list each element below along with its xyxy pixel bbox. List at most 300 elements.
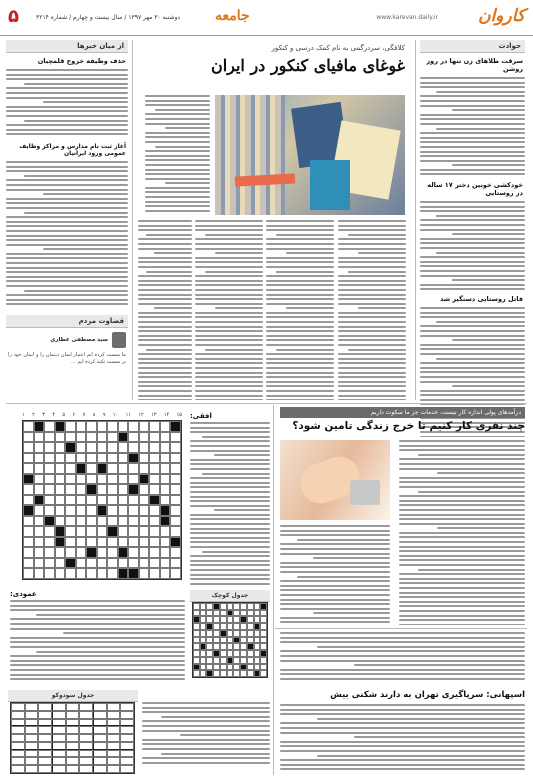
grid-cell[interactable] bbox=[86, 537, 97, 548]
grid-cell[interactable] bbox=[227, 610, 234, 617]
grid-cell[interactable] bbox=[65, 516, 76, 527]
sudoku-cell[interactable] bbox=[93, 734, 107, 742]
grid-cell[interactable] bbox=[107, 558, 118, 569]
grid-cell[interactable] bbox=[23, 526, 34, 537]
grid-cell[interactable] bbox=[160, 568, 171, 579]
grid-cell[interactable] bbox=[227, 630, 234, 637]
grid-cell[interactable] bbox=[128, 453, 139, 464]
grid-cell[interactable] bbox=[55, 526, 66, 537]
grid-cell[interactable] bbox=[240, 630, 247, 637]
sudoku-cell[interactable] bbox=[120, 703, 134, 711]
grid-cell[interactable] bbox=[233, 643, 240, 650]
grid-cell[interactable] bbox=[44, 463, 55, 474]
grid-cell[interactable] bbox=[170, 453, 181, 464]
grid-cell[interactable] bbox=[170, 526, 181, 537]
grid-cell[interactable] bbox=[227, 670, 234, 677]
crossword-grid[interactable] bbox=[22, 420, 182, 580]
grid-cell[interactable] bbox=[55, 463, 66, 474]
grid-cell[interactable] bbox=[213, 616, 220, 623]
sudoku-cell[interactable] bbox=[66, 734, 80, 742]
sudoku-cell[interactable] bbox=[93, 703, 107, 711]
sudoku-cell[interactable] bbox=[38, 711, 52, 719]
sudoku-cell[interactable] bbox=[79, 734, 93, 742]
grid-cell[interactable] bbox=[260, 670, 267, 677]
sudoku-cell[interactable] bbox=[25, 703, 39, 711]
grid-cell[interactable] bbox=[160, 537, 171, 548]
sudoku-cell[interactable] bbox=[38, 750, 52, 758]
grid-cell[interactable] bbox=[55, 474, 66, 485]
grid-cell[interactable] bbox=[247, 637, 254, 644]
grid-cell[interactable] bbox=[220, 650, 227, 657]
grid-cell[interactable] bbox=[260, 664, 267, 671]
grid-cell[interactable] bbox=[118, 474, 129, 485]
grid-cell[interactable] bbox=[118, 453, 129, 464]
grid-cell[interactable] bbox=[247, 630, 254, 637]
grid-cell[interactable] bbox=[260, 616, 267, 623]
grid-cell[interactable] bbox=[227, 603, 234, 610]
grid-cell[interactable] bbox=[247, 643, 254, 650]
grid-cell[interactable] bbox=[240, 637, 247, 644]
grid-cell[interactable] bbox=[213, 650, 220, 657]
sudoku-cell[interactable] bbox=[25, 765, 39, 773]
grid-cell[interactable] bbox=[76, 484, 87, 495]
sudoku-cell[interactable] bbox=[79, 719, 93, 727]
grid-cell[interactable] bbox=[118, 484, 129, 495]
grid-cell[interactable] bbox=[206, 603, 213, 610]
grid-cell[interactable] bbox=[200, 603, 207, 610]
grid-cell[interactable] bbox=[86, 463, 97, 474]
grid-cell[interactable] bbox=[149, 495, 160, 506]
grid-cell[interactable] bbox=[107, 568, 118, 579]
grid-cell[interactable] bbox=[128, 537, 139, 548]
grid-cell[interactable] bbox=[200, 616, 207, 623]
grid-cell[interactable] bbox=[23, 568, 34, 579]
grid-cell[interactable] bbox=[128, 421, 139, 432]
grid-cell[interactable] bbox=[23, 442, 34, 453]
grid-cell[interactable] bbox=[160, 484, 171, 495]
grid-cell[interactable] bbox=[86, 474, 97, 485]
sudoku-cell[interactable] bbox=[52, 719, 66, 727]
grid-cell[interactable] bbox=[170, 442, 181, 453]
grid-cell[interactable] bbox=[97, 463, 108, 474]
grid-cell[interactable] bbox=[139, 537, 150, 548]
sudoku-cell[interactable] bbox=[11, 719, 25, 727]
grid-cell[interactable] bbox=[128, 484, 139, 495]
grid-cell[interactable] bbox=[55, 537, 66, 548]
grid-cell[interactable] bbox=[170, 421, 181, 432]
sudoku-cell[interactable] bbox=[25, 750, 39, 758]
sudoku-cell[interactable] bbox=[66, 750, 80, 758]
grid-cell[interactable] bbox=[240, 643, 247, 650]
grid-cell[interactable] bbox=[23, 453, 34, 464]
grid-cell[interactable] bbox=[55, 547, 66, 558]
grid-cell[interactable] bbox=[193, 643, 200, 650]
grid-cell[interactable] bbox=[97, 432, 108, 443]
grid-cell[interactable] bbox=[23, 474, 34, 485]
sudoku-cell[interactable] bbox=[11, 703, 25, 711]
grid-cell[interactable] bbox=[44, 526, 55, 537]
sudoku-cell[interactable] bbox=[52, 742, 66, 750]
sudoku-cell[interactable] bbox=[120, 734, 134, 742]
grid-cell[interactable] bbox=[44, 421, 55, 432]
grid-cell[interactable] bbox=[34, 558, 45, 569]
grid-cell[interactable] bbox=[206, 664, 213, 671]
grid-cell[interactable] bbox=[220, 670, 227, 677]
grid-cell[interactable] bbox=[44, 453, 55, 464]
sudoku-cell[interactable] bbox=[79, 711, 93, 719]
grid-cell[interactable] bbox=[128, 547, 139, 558]
grid-cell[interactable] bbox=[118, 421, 129, 432]
grid-cell[interactable] bbox=[149, 463, 160, 474]
grid-cell[interactable] bbox=[128, 568, 139, 579]
sudoku-cell[interactable] bbox=[25, 734, 39, 742]
sudoku-cell[interactable] bbox=[120, 742, 134, 750]
grid-cell[interactable] bbox=[34, 421, 45, 432]
sudoku-cell[interactable] bbox=[93, 765, 107, 773]
grid-cell[interactable] bbox=[227, 623, 234, 630]
grid-cell[interactable] bbox=[247, 664, 254, 671]
sudoku-cell[interactable] bbox=[107, 719, 121, 727]
sudoku-cell[interactable] bbox=[52, 711, 66, 719]
grid-cell[interactable] bbox=[193, 650, 200, 657]
grid-cell[interactable] bbox=[160, 442, 171, 453]
grid-cell[interactable] bbox=[149, 526, 160, 537]
grid-cell[interactable] bbox=[107, 463, 118, 474]
grid-cell[interactable] bbox=[65, 453, 76, 464]
grid-cell[interactable] bbox=[86, 421, 97, 432]
grid-cell[interactable] bbox=[149, 453, 160, 464]
grid-cell[interactable] bbox=[128, 495, 139, 506]
grid-cell[interactable] bbox=[55, 453, 66, 464]
grid-cell[interactable] bbox=[149, 484, 160, 495]
grid-cell[interactable] bbox=[86, 547, 97, 558]
grid-cell[interactable] bbox=[97, 558, 108, 569]
sudoku-cell[interactable] bbox=[11, 734, 25, 742]
grid-cell[interactable] bbox=[247, 616, 254, 623]
sudoku-cell[interactable] bbox=[52, 703, 66, 711]
grid-cell[interactable] bbox=[206, 616, 213, 623]
grid-cell[interactable] bbox=[107, 547, 118, 558]
grid-cell[interactable] bbox=[97, 537, 108, 548]
grid-cell[interactable] bbox=[139, 432, 150, 443]
grid-cell[interactable] bbox=[213, 603, 220, 610]
grid-cell[interactable] bbox=[128, 526, 139, 537]
grid-cell[interactable] bbox=[170, 495, 181, 506]
grid-cell[interactable] bbox=[55, 421, 66, 432]
grid-cell[interactable] bbox=[254, 657, 261, 664]
grid-cell[interactable] bbox=[200, 657, 207, 664]
grid-cell[interactable] bbox=[23, 432, 34, 443]
sudoku-cell[interactable] bbox=[79, 757, 93, 765]
grid-cell[interactable] bbox=[107, 505, 118, 516]
grid-cell[interactable] bbox=[139, 547, 150, 558]
grid-cell[interactable] bbox=[240, 664, 247, 671]
grid-cell[interactable] bbox=[200, 650, 207, 657]
grid-cell[interactable] bbox=[193, 637, 200, 644]
sudoku-cell[interactable] bbox=[107, 711, 121, 719]
grid-cell[interactable] bbox=[160, 516, 171, 527]
grid-cell[interactable] bbox=[160, 558, 171, 569]
sudoku-cell[interactable] bbox=[79, 726, 93, 734]
sudoku-cell[interactable] bbox=[93, 711, 107, 719]
grid-cell[interactable] bbox=[97, 516, 108, 527]
grid-cell[interactable] bbox=[128, 516, 139, 527]
grid-cell[interactable] bbox=[233, 616, 240, 623]
grid-cell[interactable] bbox=[118, 516, 129, 527]
grid-cell[interactable] bbox=[254, 630, 261, 637]
grid-cell[interactable] bbox=[240, 616, 247, 623]
grid-cell[interactable] bbox=[260, 650, 267, 657]
grid-cell[interactable] bbox=[213, 630, 220, 637]
grid-cell[interactable] bbox=[44, 495, 55, 506]
sudoku-cell[interactable] bbox=[107, 742, 121, 750]
grid-cell[interactable] bbox=[139, 453, 150, 464]
sudoku-cell[interactable] bbox=[66, 711, 80, 719]
grid-cell[interactable] bbox=[160, 547, 171, 558]
grid-cell[interactable] bbox=[139, 495, 150, 506]
sudoku-cell[interactable] bbox=[66, 726, 80, 734]
grid-cell[interactable] bbox=[139, 505, 150, 516]
grid-cell[interactable] bbox=[65, 442, 76, 453]
grid-cell[interactable] bbox=[118, 463, 129, 474]
grid-cell[interactable] bbox=[86, 526, 97, 537]
sudoku-cell[interactable] bbox=[107, 750, 121, 758]
grid-cell[interactable] bbox=[139, 463, 150, 474]
grid-cell[interactable] bbox=[34, 495, 45, 506]
grid-cell[interactable] bbox=[200, 664, 207, 671]
grid-cell[interactable] bbox=[213, 637, 220, 644]
sudoku-cell[interactable] bbox=[11, 750, 25, 758]
grid-cell[interactable] bbox=[44, 558, 55, 569]
grid-cell[interactable] bbox=[23, 463, 34, 474]
grid-cell[interactable] bbox=[76, 526, 87, 537]
sudoku-cell[interactable] bbox=[52, 734, 66, 742]
grid-cell[interactable] bbox=[206, 630, 213, 637]
grid-cell[interactable] bbox=[193, 630, 200, 637]
sudoku-cell[interactable] bbox=[25, 742, 39, 750]
grid-cell[interactable] bbox=[44, 537, 55, 548]
grid-cell[interactable] bbox=[118, 568, 129, 579]
grid-cell[interactable] bbox=[206, 657, 213, 664]
grid-cell[interactable] bbox=[23, 421, 34, 432]
grid-cell[interactable] bbox=[23, 537, 34, 548]
grid-cell[interactable] bbox=[247, 657, 254, 664]
grid-cell[interactable] bbox=[170, 547, 181, 558]
grid-cell[interactable] bbox=[149, 432, 160, 443]
grid-cell[interactable] bbox=[213, 610, 220, 617]
grid-cell[interactable] bbox=[65, 484, 76, 495]
grid-cell[interactable] bbox=[65, 463, 76, 474]
grid-cell[interactable] bbox=[76, 463, 87, 474]
grid-cell[interactable] bbox=[213, 664, 220, 671]
grid-cell[interactable] bbox=[213, 657, 220, 664]
sudoku-cell[interactable] bbox=[66, 742, 80, 750]
grid-cell[interactable] bbox=[206, 637, 213, 644]
grid-cell[interactable] bbox=[86, 453, 97, 464]
grid-cell[interactable] bbox=[55, 442, 66, 453]
grid-cell[interactable] bbox=[118, 558, 129, 569]
grid-cell[interactable] bbox=[260, 603, 267, 610]
grid-cell[interactable] bbox=[65, 474, 76, 485]
sudoku-cell[interactable] bbox=[107, 726, 121, 734]
grid-cell[interactable] bbox=[247, 670, 254, 677]
grid-cell[interactable] bbox=[76, 568, 87, 579]
grid-cell[interactable] bbox=[247, 623, 254, 630]
grid-cell[interactable] bbox=[76, 516, 87, 527]
grid-cell[interactable] bbox=[240, 623, 247, 630]
grid-cell[interactable] bbox=[193, 603, 200, 610]
sudoku-cell[interactable] bbox=[93, 742, 107, 750]
sudoku-cell[interactable] bbox=[25, 726, 39, 734]
grid-cell[interactable] bbox=[220, 630, 227, 637]
grid-cell[interactable] bbox=[160, 505, 171, 516]
grid-cell[interactable] bbox=[23, 484, 34, 495]
sudoku-cell[interactable] bbox=[38, 703, 52, 711]
grid-cell[interactable] bbox=[97, 568, 108, 579]
sudoku-cell[interactable] bbox=[66, 719, 80, 727]
grid-cell[interactable] bbox=[139, 442, 150, 453]
grid-cell[interactable] bbox=[254, 603, 261, 610]
sudoku-cell[interactable] bbox=[38, 742, 52, 750]
grid-cell[interactable] bbox=[193, 616, 200, 623]
grid-cell[interactable] bbox=[160, 474, 171, 485]
grid-cell[interactable] bbox=[86, 442, 97, 453]
grid-cell[interactable] bbox=[200, 670, 207, 677]
grid-cell[interactable] bbox=[128, 558, 139, 569]
grid-cell[interactable] bbox=[107, 526, 118, 537]
sudoku-grid[interactable] bbox=[10, 702, 135, 774]
small-crossword-grid[interactable] bbox=[192, 602, 268, 678]
grid-cell[interactable] bbox=[97, 484, 108, 495]
grid-cell[interactable] bbox=[200, 630, 207, 637]
grid-cell[interactable] bbox=[34, 463, 45, 474]
grid-cell[interactable] bbox=[118, 495, 129, 506]
grid-cell[interactable] bbox=[34, 516, 45, 527]
website-url[interactable]: www.karevan.daily.ir bbox=[376, 14, 438, 21]
sudoku-cell[interactable] bbox=[79, 750, 93, 758]
grid-cell[interactable] bbox=[227, 637, 234, 644]
grid-cell[interactable] bbox=[65, 537, 76, 548]
grid-cell[interactable] bbox=[233, 630, 240, 637]
grid-cell[interactable] bbox=[128, 505, 139, 516]
grid-cell[interactable] bbox=[254, 616, 261, 623]
grid-cell[interactable] bbox=[97, 505, 108, 516]
grid-cell[interactable] bbox=[65, 547, 76, 558]
grid-cell[interactable] bbox=[97, 421, 108, 432]
grid-cell[interactable] bbox=[227, 650, 234, 657]
grid-cell[interactable] bbox=[260, 643, 267, 650]
grid-cell[interactable] bbox=[139, 421, 150, 432]
grid-cell[interactable] bbox=[76, 505, 87, 516]
sudoku-cell[interactable] bbox=[120, 726, 134, 734]
sudoku-cell[interactable] bbox=[93, 719, 107, 727]
grid-cell[interactable] bbox=[260, 623, 267, 630]
grid-cell[interactable] bbox=[34, 547, 45, 558]
grid-cell[interactable] bbox=[65, 568, 76, 579]
sudoku-cell[interactable] bbox=[93, 757, 107, 765]
sudoku-cell[interactable] bbox=[38, 757, 52, 765]
grid-cell[interactable] bbox=[227, 664, 234, 671]
sudoku-cell[interactable] bbox=[11, 726, 25, 734]
grid-cell[interactable] bbox=[233, 657, 240, 664]
grid-cell[interactable] bbox=[139, 516, 150, 527]
grid-cell[interactable] bbox=[107, 474, 118, 485]
grid-cell[interactable] bbox=[220, 657, 227, 664]
grid-cell[interactable] bbox=[76, 432, 87, 443]
grid-cell[interactable] bbox=[160, 463, 171, 474]
grid-cell[interactable] bbox=[44, 505, 55, 516]
grid-cell[interactable] bbox=[23, 505, 34, 516]
sudoku-cell[interactable] bbox=[38, 765, 52, 773]
grid-cell[interactable] bbox=[44, 474, 55, 485]
grid-cell[interactable] bbox=[206, 670, 213, 677]
grid-cell[interactable] bbox=[247, 603, 254, 610]
grid-cell[interactable] bbox=[149, 421, 160, 432]
grid-cell[interactable] bbox=[260, 610, 267, 617]
sudoku-cell[interactable] bbox=[107, 703, 121, 711]
grid-cell[interactable] bbox=[227, 643, 234, 650]
grid-cell[interactable] bbox=[107, 432, 118, 443]
sudoku-cell[interactable] bbox=[11, 711, 25, 719]
grid-cell[interactable] bbox=[254, 643, 261, 650]
grid-cell[interactable] bbox=[118, 442, 129, 453]
grid-cell[interactable] bbox=[220, 616, 227, 623]
grid-cell[interactable] bbox=[65, 526, 76, 537]
grid-cell[interactable] bbox=[206, 643, 213, 650]
grid-cell[interactable] bbox=[220, 623, 227, 630]
grid-cell[interactable] bbox=[254, 610, 261, 617]
grid-cell[interactable] bbox=[97, 442, 108, 453]
grid-cell[interactable] bbox=[200, 623, 207, 630]
grid-cell[interactable] bbox=[213, 623, 220, 630]
sudoku-cell[interactable] bbox=[66, 757, 80, 765]
grid-cell[interactable] bbox=[170, 516, 181, 527]
grid-cell[interactable] bbox=[149, 558, 160, 569]
grid-cell[interactable] bbox=[76, 453, 87, 464]
grid-cell[interactable] bbox=[118, 547, 129, 558]
grid-cell[interactable] bbox=[97, 547, 108, 558]
grid-cell[interactable] bbox=[220, 603, 227, 610]
grid-cell[interactable] bbox=[44, 484, 55, 495]
grid-cell[interactable] bbox=[149, 547, 160, 558]
sudoku-cell[interactable] bbox=[25, 719, 39, 727]
grid-cell[interactable] bbox=[233, 623, 240, 630]
grid-cell[interactable] bbox=[213, 643, 220, 650]
sudoku-cell[interactable] bbox=[11, 765, 25, 773]
grid-cell[interactable] bbox=[76, 547, 87, 558]
sudoku-cell[interactable] bbox=[107, 757, 121, 765]
grid-cell[interactable] bbox=[44, 547, 55, 558]
grid-cell[interactable] bbox=[86, 516, 97, 527]
grid-cell[interactable] bbox=[160, 526, 171, 537]
grid-cell[interactable] bbox=[76, 474, 87, 485]
grid-cell[interactable] bbox=[118, 537, 129, 548]
sudoku-cell[interactable] bbox=[79, 742, 93, 750]
grid-cell[interactable] bbox=[86, 495, 97, 506]
grid-cell[interactable] bbox=[128, 463, 139, 474]
grid-cell[interactable] bbox=[139, 568, 150, 579]
grid-cell[interactable] bbox=[149, 474, 160, 485]
grid-cell[interactable] bbox=[118, 432, 129, 443]
grid-cell[interactable] bbox=[233, 670, 240, 677]
grid-cell[interactable] bbox=[206, 610, 213, 617]
grid-cell[interactable] bbox=[149, 537, 160, 548]
grid-cell[interactable] bbox=[220, 643, 227, 650]
grid-cell[interactable] bbox=[128, 432, 139, 443]
grid-cell[interactable] bbox=[86, 484, 97, 495]
sudoku-cell[interactable] bbox=[38, 719, 52, 727]
grid-cell[interactable] bbox=[55, 484, 66, 495]
